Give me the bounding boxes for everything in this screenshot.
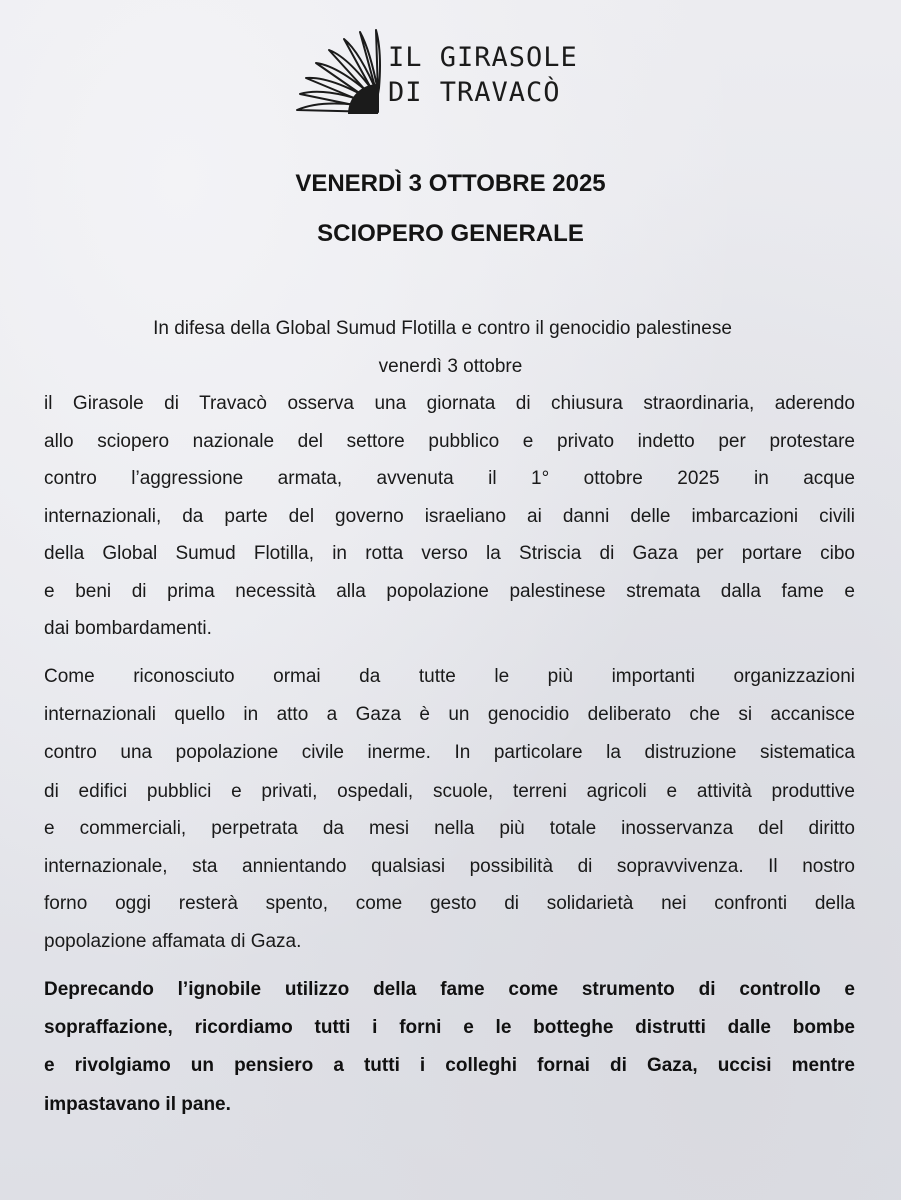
paragraph2-line: contro una popolazione civile inerme. In particolare la distruzione sistematica xyxy=(44,742,855,763)
title-date: VENERDÌ 3 OTTOBRE 2025 xyxy=(295,170,606,197)
logo-name-line2: DI TRAVACÒ xyxy=(388,77,561,108)
paragraph1-line: dai bombardamenti. xyxy=(44,618,212,639)
paragraph1-line: internazionali, da parte del governo israeliano ai danni delle imbarcazioni civili xyxy=(44,506,855,527)
paragraph3-line: e rivolgiamo un pensiero a tutti i colleghi fornai di Gaza, uccisi mentre xyxy=(44,1055,855,1076)
paragraph2-line: forno oggi resterà spento, come gesto di solidarietà nei confronti della xyxy=(44,893,855,914)
paragraph3-line: Deprecando l’ignobile utilizzo della fame come strumento di controllo e xyxy=(44,979,855,1000)
paragraph2-line: internazionali quello in atto a Gaza è un genocidio deliberato che si accanisce xyxy=(44,704,855,725)
paragraph2-line: popolazione affamata di Gaza. xyxy=(44,931,302,952)
paragraph2-line: internazionale, sta annientando qualsiasi possibilità di sopravvivenza. Il nostro xyxy=(44,856,855,877)
paragraph1-line: della Global Sumud Flotilla, in rotta verso la Striscia di Gaza per portare cibo xyxy=(44,543,855,564)
logo xyxy=(294,28,578,120)
paragraph1-line: contro l’aggressione armata, avvenuta il 1° ottobre 2025 in acque xyxy=(44,468,855,489)
paragraph2-line: di edifici pubblici e privati, ospedali, scuole, terreni agricoli e attività produttive xyxy=(44,781,855,802)
paragraph1-line: e beni di prima necessità alla popolazione palestinese stremata dalla fame e xyxy=(44,581,855,602)
logo-wordmark xyxy=(388,40,578,110)
paragraph3-line: sopraffazione, ricordiamo tutti i forni e le botteghe distrutti dalle bombe xyxy=(44,1017,855,1038)
paragraph2-line: e commerciali, perpetrata da mesi nella più totale inosservanza del diritto xyxy=(44,818,855,839)
sunflower-icon xyxy=(294,28,386,120)
paragraph3-line: impastavano il pane. xyxy=(44,1094,231,1115)
paragraph2-line: Come riconosciuto ormai da tutte le più importanti organizzazioni xyxy=(44,666,855,687)
paragraph1-line: il Girasole di Travacò osserva una giornata di chiusura straordinaria, aderendo xyxy=(44,393,855,414)
intro-line-1: In difesa della Global Sumud Flotilla e contro il genocidio palestinese xyxy=(153,318,732,339)
logo-name-line1: IL GIRASOLE xyxy=(388,42,578,73)
paragraph1-line: allo sciopero nazionale del settore pubblico e privato indetto per protestare xyxy=(44,431,855,452)
title-subject: SCIOPERO GENERALE xyxy=(317,220,584,247)
intro-line-2: venerdì 3 ottobre xyxy=(378,356,523,377)
